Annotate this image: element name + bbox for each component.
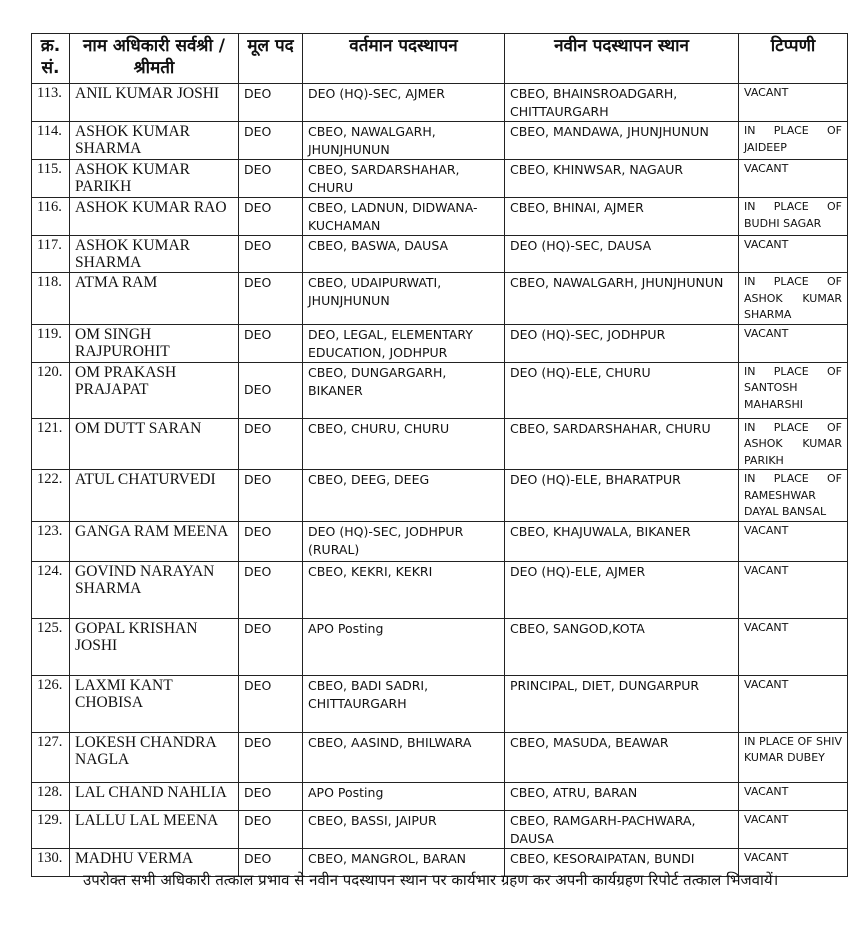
remark-cell: VACANT [739,782,848,810]
officer-name-cell: ANIL KUMAR JOSHI [70,84,239,122]
new-posting-cell: CBEO, BHAINSROADGARH, CHITTAURGARH [505,84,739,122]
post-cell: DEO [239,198,303,236]
current-posting-cell: APO Posting [303,618,505,675]
new-posting-cell: CBEO, KHINWSAR, NAGAUR [505,160,739,198]
table-row [32,324,848,362]
officer-name-cell: GOPAL KRISHAN JOSHI [70,618,239,675]
officer-name-cell: ATMA RAM [70,273,239,325]
current-posting-cell: CBEO, MANGROL, BARAN [303,848,505,876]
header-current-posting: वर्तमान पदस्थापन [303,34,505,84]
table-row [32,675,848,732]
current-posting-cell: CBEO, BASSI, JAIPUR [303,810,505,848]
remark-cell: VACANT [739,236,848,273]
serial-number-cell: 128. [32,782,70,810]
post-cell: DEO [239,675,303,732]
remark-cell: VACANT [739,848,848,876]
table-row [32,160,848,198]
current-posting-cell: DEO (HQ)-SEC, AJMER [303,84,505,122]
post-cell: DEO [239,362,303,418]
remark-cell: VACANT [739,561,848,618]
post-cell: DEO [239,324,303,362]
table-row [32,782,848,810]
current-posting-cell: CBEO, KEKRI, KEKRI [303,561,505,618]
post-cell: DEO [239,122,303,160]
officer-name-cell: ATUL CHATURVEDI [70,470,239,522]
footer-instruction [31,868,817,893]
officer-name-cell: MADHU VERMA [70,848,239,876]
serial-number-cell: 117. [32,236,70,273]
new-posting-cell: PRINCIPAL, DIET, DUNGARPUR [505,675,739,732]
post-cell: DEO [239,732,303,782]
post-cell: DEO [239,236,303,273]
transfer-table [31,33,848,877]
current-posting-cell: CBEO, BADI SADRI, CHITTAURGARH [303,675,505,732]
officer-name-cell: OM PRAKASH PRAJAPAT [70,362,239,418]
new-posting-cell: CBEO, SARDARSHAHAR, CHURU [505,418,739,470]
serial-number-cell: 129. [32,810,70,848]
new-posting-cell: DEO (HQ)-ELE, BHARATPUR [505,470,739,522]
new-posting-cell: CBEO, SANGOD,KOTA [505,618,739,675]
remark-cell: VACANT [739,521,848,561]
remark-cell: VACANT [739,675,848,732]
remark-cell: VACANT [739,84,848,122]
remark-cell: IN PLACE OF ASHOK KUMAR SHARMA [739,273,848,325]
table-row [32,470,848,522]
post-cell: DEO [239,848,303,876]
new-posting-cell: DEO (HQ)-ELE, CHURU [505,362,739,418]
current-posting-cell: CBEO, NAWALGARH, JHUNJHUNUN [303,122,505,160]
new-posting-cell: CBEO, ATRU, BARAN [505,782,739,810]
post-cell: DEO [239,84,303,122]
current-posting-cell: CBEO, BASWA, DAUSA [303,236,505,273]
new-posting-cell: CBEO, BHINAI, AJMER [505,198,739,236]
remark-cell: IN PLACE OF BUDHI SAGAR [739,198,848,236]
post-cell: DEO [239,782,303,810]
serial-number-cell: 123. [32,521,70,561]
serial-number-cell: 113. [32,84,70,122]
current-posting-cell: CBEO, AASIND, BHILWARA [303,732,505,782]
officer-name-cell: OM SINGH RAJPUROHIT [70,324,239,362]
current-posting-cell: CBEO, LADNUN, DIDWANA-KUCHAMAN [303,198,505,236]
header-serial: क्र. सं. [32,34,70,84]
post-cell: DEO [239,418,303,470]
new-posting-cell: CBEO, KESORAIPATAN, BUNDI [505,848,739,876]
post-cell: DEO [239,160,303,198]
current-posting-cell: CBEO, DUNGARGARH, BIKANER [303,362,505,418]
officer-name-cell: LALLU LAL MEENA [70,810,239,848]
serial-number-cell: 118. [32,273,70,325]
header-new-posting: नवीन पदस्थापन स्थान [505,34,739,84]
footer-text: उपरोक्त सभी अधिकारी तत्काल प्रभाव से नवीन पदस्थापन स्थान पर कार्यभार ग्रहण कर अपनी कार्यग्रहण रिपोर्ट तत्काल भिजवायें। [83,871,779,889]
serial-number-cell: 119. [32,324,70,362]
header-remarks: टिप्पणी [739,34,848,84]
officer-name-cell: OM DUTT SARAN [70,418,239,470]
officer-name-cell: ASHOK KUMAR PARIKH [70,160,239,198]
remark-cell: VACANT [739,810,848,848]
serial-number-cell: 124. [32,561,70,618]
table-row [32,732,848,782]
header-name: नाम अधिकारी सर्वश्री / श्रीमती [70,34,239,84]
serial-number-cell: 127. [32,732,70,782]
current-posting-cell: DEO (HQ)-SEC, JODHPUR (RURAL) [303,521,505,561]
remark-cell: VACANT [739,324,848,362]
remark-cell: IN PLACE OF JAIDEEP [739,122,848,160]
table-row [32,84,848,122]
officer-name-cell: GOVIND NARAYAN SHARMA [70,561,239,618]
table-row [32,561,848,618]
table-row [32,521,848,561]
table-row [32,362,848,418]
table-row [32,810,848,848]
current-posting-cell: DEO, LEGAL, ELEMENTARY EDUCATION, JODHPUR [303,324,505,362]
current-posting-cell: CBEO, CHURU, CHURU [303,418,505,470]
table-row [32,236,848,273]
table-body [32,84,848,877]
post-cell: DEO [239,470,303,522]
new-posting-cell: DEO (HQ)-SEC, JODHPUR [505,324,739,362]
officer-name-cell: ASHOK KUMAR RAO [70,198,239,236]
remark-cell: IN PLACE OF SHIV KUMAR DUBEY [739,732,848,782]
officer-name-cell: ASHOK KUMAR SHARMA [70,236,239,273]
new-posting-cell: DEO (HQ)-SEC, DAUSA [505,236,739,273]
table-header-row [32,34,848,84]
post-cell: DEO [239,273,303,325]
officer-name-cell: LAL CHAND NAHLIA [70,782,239,810]
current-posting-cell: CBEO, DEEG, DEEG [303,470,505,522]
officer-name-cell: ASHOK KUMAR SHARMA [70,122,239,160]
table-row [32,198,848,236]
serial-number-cell: 126. [32,675,70,732]
new-posting-cell: CBEO, RAMGARH-PACHWARA, DAUSA [505,810,739,848]
new-posting-cell: CBEO, MASUDA, BEAWAR [505,732,739,782]
current-posting-cell: CBEO, UDAIPURWATI, JHUNJHUNUN [303,273,505,325]
remark-cell: IN PLACE OF SANTOSH MAHARSHI [739,362,848,418]
post-cell: DEO [239,618,303,675]
header-post: मूल पद [239,34,303,84]
new-posting-cell: CBEO, MANDAWA, JHUNJHUNUN [505,122,739,160]
remark-cell: IN PLACE OF RAMESHWAR DAYAL BANSAL [739,470,848,522]
new-posting-cell: DEO (HQ)-ELE, AJMER [505,561,739,618]
new-posting-cell: CBEO, KHAJUWALA, BIKANER [505,521,739,561]
remark-cell: IN PLACE OF ASHOK KUMAR PARIKH [739,418,848,470]
serial-number-cell: 116. [32,198,70,236]
officer-name-cell: LAXMI KANT CHOBISA [70,675,239,732]
table-row [32,418,848,470]
table-row [32,273,848,325]
current-posting-cell: APO Posting [303,782,505,810]
post-cell: DEO [239,810,303,848]
table-row [32,122,848,160]
serial-number-cell: 114. [32,122,70,160]
remark-cell: VACANT [739,160,848,198]
serial-number-cell: 122. [32,470,70,522]
post-cell: DEO [239,521,303,561]
serial-number-cell: 125. [32,618,70,675]
serial-number-cell: 120. [32,362,70,418]
serial-number-cell: 121. [32,418,70,470]
remark-cell: VACANT [739,618,848,675]
current-posting-cell: CBEO, SARDARSHAHAR, CHURU [303,160,505,198]
officer-name-cell: LOKESH CHANDRA NAGLA [70,732,239,782]
post-cell: DEO [239,561,303,618]
new-posting-cell: CBEO, NAWALGARH, JHUNJHUNUN [505,273,739,325]
officer-name-cell: GANGA RAM MEENA [70,521,239,561]
serial-number-cell: 115. [32,160,70,198]
serial-number-cell: 130. [32,848,70,876]
table-row [32,618,848,675]
